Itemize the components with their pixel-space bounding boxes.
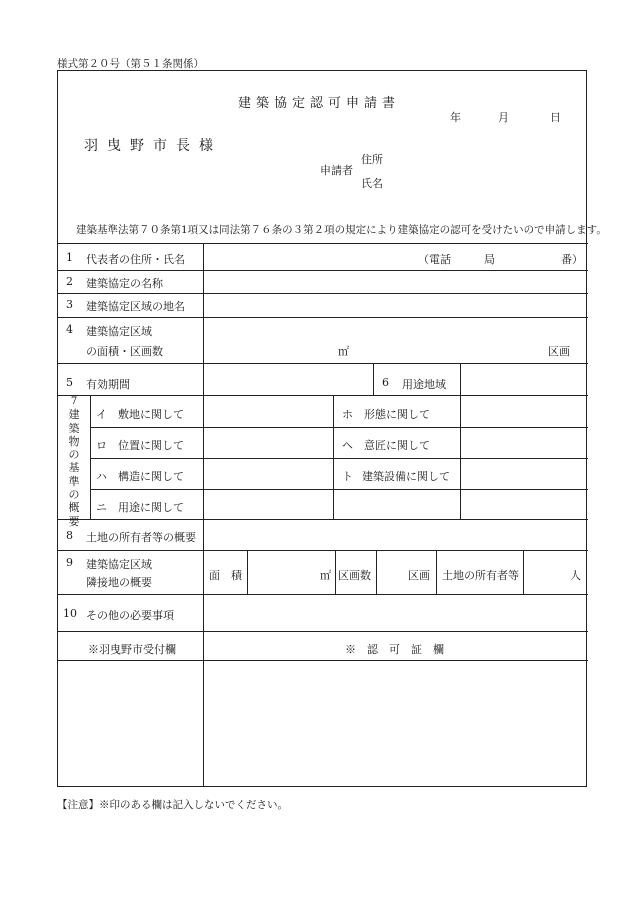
row1-number: 1 xyxy=(66,251,73,264)
row1-input[interactable] xyxy=(204,244,584,269)
grid-line xyxy=(333,395,334,519)
form-number: 様式第２０号（第５１条関係） xyxy=(57,58,204,70)
row10-input[interactable] xyxy=(204,595,586,630)
row2-number: 2 xyxy=(66,275,73,288)
row5-number: 5 xyxy=(66,376,73,389)
row7-vertical-char: 築 xyxy=(68,421,80,435)
applicant-name-label: 氏名 xyxy=(361,177,383,190)
item-he-mark: ヘ xyxy=(342,439,353,452)
item-i-mark: イ xyxy=(96,408,107,421)
grid-line xyxy=(90,427,588,428)
row9-label-line1: 建築協定区域 xyxy=(86,558,152,571)
row3-label: 建築協定区域の地名 xyxy=(86,300,185,313)
row7-vertical-char: 7 xyxy=(70,396,78,407)
row9-owners-label: 土地の所有者等 xyxy=(442,569,519,582)
row1-label: 代表者の住所・氏名 xyxy=(86,253,185,266)
item-ho-text: 形態に関して xyxy=(364,408,430,421)
grid-line xyxy=(203,550,204,594)
phone-number-label: 番） xyxy=(561,253,583,266)
row7-vertical-char: の xyxy=(68,488,80,502)
date-year: 年 xyxy=(450,111,461,124)
grid-line xyxy=(373,363,374,395)
item-ha-text: 構造に関して xyxy=(118,470,184,483)
row8-input[interactable] xyxy=(204,520,586,549)
grid-line xyxy=(58,550,588,551)
addressee: 羽曳野市長様 xyxy=(84,138,222,154)
grid-line xyxy=(460,395,461,519)
row5-label: 有効期間 xyxy=(86,378,130,391)
grid-line xyxy=(90,489,588,490)
row9-lots-unit: 区画 xyxy=(408,569,430,582)
grid-line xyxy=(203,395,204,519)
item-to-mark: ト xyxy=(342,470,353,483)
row6-input[interactable] xyxy=(461,364,586,394)
row7-vertical-char: 準 xyxy=(68,474,80,488)
row4-number: 4 xyxy=(66,323,73,336)
row3-number: 3 xyxy=(66,298,73,311)
note: 【注意】※印のある欄は記入しないでください。 xyxy=(57,799,288,811)
row7-vertical-char: 物 xyxy=(68,434,80,448)
row9-area-unit: ㎡ xyxy=(320,569,331,582)
grid-line xyxy=(376,550,377,594)
row6-number: 6 xyxy=(382,376,389,389)
row9-owners-unit: 人 xyxy=(570,569,581,582)
row6-label: 用途地域 xyxy=(402,378,446,391)
row4-lots-unit: 区画 xyxy=(548,345,570,358)
row3-input[interactable] xyxy=(204,294,586,316)
row7-vertical-char: 要 xyxy=(68,514,80,528)
reception-area xyxy=(59,661,202,785)
row7-vertical-char: 基 xyxy=(68,461,80,475)
row9-lots-label: 区画数 xyxy=(338,569,371,582)
row10-label: その他の必要事項 xyxy=(86,609,174,622)
row4-label-line2: の面積・区画数 xyxy=(86,345,163,358)
row2-input[interactable] xyxy=(204,271,586,292)
form-title: 建築協定認可申請書 xyxy=(238,96,401,111)
row10-number: 10 xyxy=(63,607,77,620)
row4-input[interactable] xyxy=(204,318,586,362)
row4-label-line1: 建築協定区域 xyxy=(86,325,152,338)
row7-vertical-char: の xyxy=(68,448,80,462)
item-he-text: 意匠に関して xyxy=(364,439,430,452)
row8-label: 土地の所有者等の概要 xyxy=(86,531,196,544)
item-ha-mark: ハ xyxy=(96,470,107,483)
item-ro-text: 位置に関して xyxy=(118,439,184,452)
row5-input[interactable] xyxy=(204,364,372,394)
grid-line xyxy=(90,458,588,459)
item-ho-mark: ホ xyxy=(342,408,353,421)
row9-label-line2: 隣接地の概要 xyxy=(86,576,152,589)
item-ni-text: 用途に関して xyxy=(118,501,184,514)
row7-vertical-label xyxy=(67,395,81,528)
item-ro-mark: ロ xyxy=(96,439,107,452)
reception-label: ※羽曳野市受付欄 xyxy=(88,643,176,656)
date-month: 月 xyxy=(498,111,509,124)
grid-line xyxy=(58,631,588,632)
row4-area-unit: ㎡ xyxy=(338,345,349,358)
grid-line xyxy=(90,395,91,519)
grid-line xyxy=(335,550,336,594)
item-ni-mark: ニ xyxy=(96,501,107,514)
row7-vertical-char: 概 xyxy=(68,501,80,515)
certificate-label: ※ 認 可 証 欄 xyxy=(345,643,444,656)
date-day: 日 xyxy=(550,111,561,124)
row2-label: 建築協定の名称 xyxy=(86,277,163,290)
row9-number: 9 xyxy=(66,556,73,569)
phone-open-label: （電話 xyxy=(418,253,451,266)
phone-exchange-label: 局 xyxy=(484,253,495,266)
item-to-text: 建築設備に関して xyxy=(362,470,450,483)
row9-area-label: 面 積 xyxy=(209,569,242,582)
grid-line xyxy=(58,395,588,396)
application-form xyxy=(57,70,607,787)
applicant-address-label: 住所 xyxy=(361,153,383,166)
grid-line xyxy=(523,550,524,594)
application-statement: 建築基準法第７０条第1項又は同法第７６条の３第２項の規定により建築協定の認可を受けたいので申請します。 xyxy=(76,224,607,236)
item-i-text: 敷地に関して xyxy=(118,408,184,421)
grid-line xyxy=(436,550,437,594)
grid-line xyxy=(247,550,248,594)
certificate-area xyxy=(204,661,586,785)
applicant-label: 申請者 xyxy=(320,164,353,177)
row7-vertical-char: 建 xyxy=(68,408,80,422)
row8-number: 8 xyxy=(66,529,73,542)
